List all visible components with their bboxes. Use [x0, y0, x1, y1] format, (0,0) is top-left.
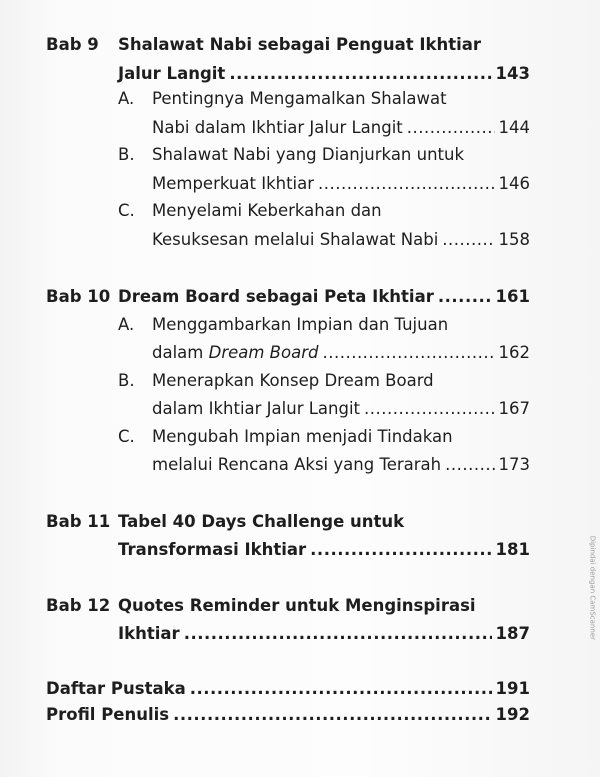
section-10c-page: 173	[498, 455, 530, 474]
section-10b-line1: Menerapkan Konsep Dream Board	[152, 371, 434, 390]
chapter-11-entry	[118, 539, 530, 561]
chapter-12-title-line1: Quotes Reminder untuk Menginspirasi	[118, 596, 476, 615]
chapter-10-entry	[118, 286, 530, 308]
section-10a-letter: A.	[118, 315, 135, 334]
chapter-12-title-line2: Ikhtiar	[118, 624, 180, 643]
section-9c-entry	[152, 229, 530, 251]
section-9b-entry	[152, 173, 530, 195]
section-10b-page: 167	[498, 399, 530, 418]
chapter-10-label: Bab 10	[46, 287, 111, 306]
dot-leader	[173, 704, 491, 726]
scanner-watermark: Dipindai dengan CamScanner	[588, 535, 596, 640]
section-9a-line2: Nabi dalam Ikhtiar Jalur Langit	[152, 118, 403, 137]
section-9a-line1: Pentingnya Mengamalkan Shalawat	[152, 89, 447, 108]
bibliography-entry	[46, 678, 530, 700]
author-profile-title: Profil Penulis	[46, 705, 170, 724]
chapter-12-label: Bab 12	[46, 596, 111, 615]
section-9c-page: 158	[498, 230, 530, 249]
section-10c-line1: Mengubah Impian menjadi Tindakan	[152, 427, 453, 446]
chapter-11-title-line2: Transformasi Ikhtiar	[118, 540, 307, 559]
dot-leader	[310, 539, 491, 561]
section-9a-letter: A.	[118, 89, 135, 108]
section-10a-entry	[152, 342, 530, 364]
dot-leader	[190, 678, 492, 700]
section-9a-page: 144	[498, 118, 530, 137]
section-9b-letter: B.	[118, 145, 135, 164]
section-10c-entry	[152, 454, 530, 476]
section-9b-line2: Memperkuat Ikhtiar	[152, 174, 315, 193]
chapter-11-label: Bab 11	[46, 512, 111, 531]
dot-leader	[445, 454, 494, 476]
section-9c-line2: Kesuksesan melalui Shalawat Nabi	[152, 230, 439, 249]
author-profile-entry	[46, 704, 530, 726]
dot-leader	[318, 173, 494, 195]
section-9b-page: 146	[498, 174, 530, 193]
dot-leader	[364, 398, 494, 420]
section-10b-line2: dalam Ikhtiar Jalur Langit	[152, 399, 361, 418]
chapter-10-page: 161	[495, 287, 530, 306]
chapter-9-title-line1: Shalawat Nabi sebagai Penguat Ikhtiar	[118, 35, 482, 54]
section-9c-line1: Menyelami Keberkahan dan	[152, 201, 382, 220]
section-10b-entry	[152, 398, 530, 420]
chapter-9-entry	[118, 63, 530, 85]
chapter-9-title-line2: Jalur Langit	[118, 64, 226, 83]
chapter-10-title: Dream Board sebagai Peta Ikhtiar	[118, 287, 434, 306]
section-10a-line2	[152, 342, 318, 364]
dot-leader	[438, 286, 492, 308]
dot-leader	[442, 229, 494, 251]
dot-leader	[407, 117, 495, 139]
chapter-11-title-line1: Tabel 40 Days Challenge untuk	[118, 512, 405, 531]
bibliography-title: Daftar Pustaka	[46, 679, 186, 698]
section-9a-entry	[152, 117, 530, 139]
author-profile-page: 192	[495, 705, 530, 724]
section-10c-line2: melalui Rencana Aksi yang Terarah	[152, 455, 442, 474]
section-10b-letter: B.	[118, 371, 135, 390]
section-10a-line1: Menggambarkan Impian dan Tujuan	[152, 315, 449, 334]
chapter-12-page: 187	[495, 624, 530, 643]
dot-leader	[229, 63, 491, 85]
chapter-11-page: 181	[495, 540, 530, 559]
section-10c-letter: C.	[118, 427, 135, 446]
chapter-9-label: Bab 9	[46, 35, 99, 54]
dot-leader	[184, 623, 492, 645]
chapter-12-entry	[118, 623, 530, 645]
bibliography-page: 191	[495, 679, 530, 698]
chapter-9-page: 143	[495, 64, 530, 83]
dot-leader	[322, 342, 494, 364]
section-10a-line2-prefix: dalam	[152, 343, 209, 362]
section-9b-line1: Shalawat Nabi yang Dianjurkan untuk	[152, 145, 465, 164]
section-10a-page: 162	[498, 343, 530, 362]
section-9c-letter: C.	[118, 201, 135, 220]
section-10a-line2-italic: Dream Board	[208, 343, 319, 362]
